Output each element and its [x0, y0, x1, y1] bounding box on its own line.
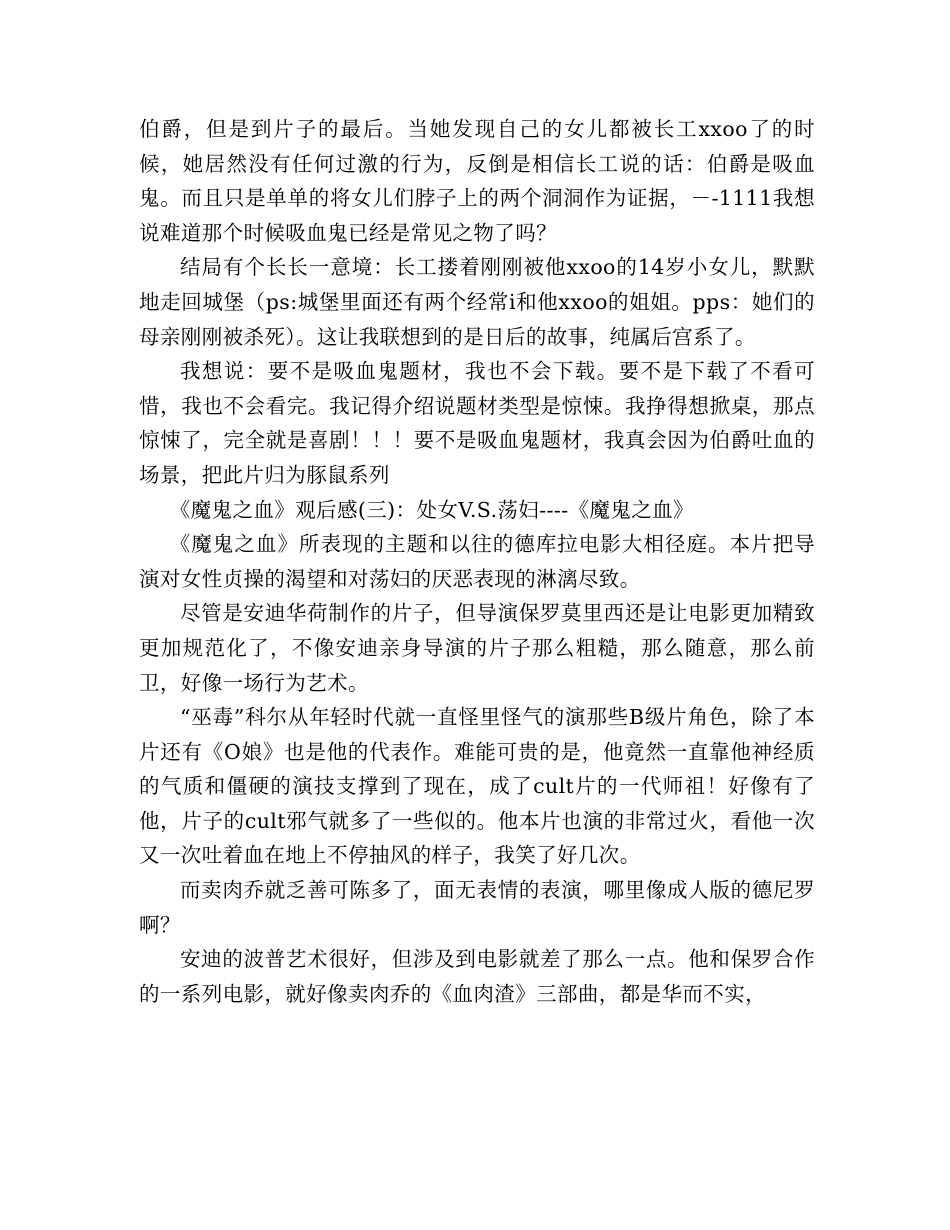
paragraph-8: 安迪的波普艺术很好，但涉及到电影就差了那么一点。他和保罗合作的一系列电影，就好像卖肉乔的《血肉渣》三部曲，都是华而不实，	[139, 947, 815, 1006]
paragraph-6: “巫毒”科尔从年轻时代就一直怪里怪气的演那些B级片角色，除了本片还有《O娘》也是他的代表作。难能可贵的是，他竟然一直靠他神经质的气质和僵硬的演技支撑到了现在，成了cult片的一代师祖！好像有了他，片子的cult邪气就多了一些似的。他本片也演的非常过火，看他一次又一次吐着血在地上不停抽风的样子，我笑了好几次。	[139, 705, 815, 868]
paragraph-2: 结局有个长长一意境：长工搂着刚刚被他xxoo的14岁小女儿，默默地走回城堡（ps:城堡里面还有两个经常i和他xxoo的姐姐。pps：她们的母亲刚刚被杀死）。这让我联想到的是日后的故事，纯属后宫系了。	[139, 255, 815, 349]
paragraph-7: 而卖肉乔就乏善可陈多了，面无表情的表演，哪里像成人版的德尼罗啊？	[139, 878, 815, 937]
document-body	[139, 112, 815, 1011]
paragraph-5: 尽管是安迪华荷制作的片子，但导演保罗莫里西还是让电影更加精致更加规范化了，不像安迪亲身导演的片子那么粗糙，那么随意，那么前卫，好像一场行为艺术。	[139, 601, 815, 695]
section-heading: 《魔鬼之血》观后感(三)：处女V.S.荡妇----《魔鬼之血》	[169, 497, 694, 522]
paragraph-1: 伯爵，但是到片子的最后。当她发现自己的女儿都被长工xxoo了的时候，她居然没有任何过激的行为，反倒是相信长工说的话：伯爵是吸血鬼。而且只是单单的将女儿们脖子上的两个洞洞作为证据，－-1111我想说难道那个时候吸血鬼已经是常见之物了吗？	[139, 117, 815, 245]
paragraph-4: 《魔鬼之血》所表现的主题和以往的德库拉电影大相径庭。本片把导演对女性贞操的渴望和对荡妇的厌恶表现的淋漓尽致。	[139, 532, 815, 591]
paragraph-3: 我想说：要不是吸血鬼题材，我也不会下载。要不是下载了不看可惜，我也不会看完。我记得介绍说题材类型是惊悚。我挣得想掀桌，那点惊悚了，完全就是喜剧！！！要不是吸血鬼题材，我真会因为伯爵吐血的场景，把此片归为豚鼠系列	[139, 359, 815, 487]
